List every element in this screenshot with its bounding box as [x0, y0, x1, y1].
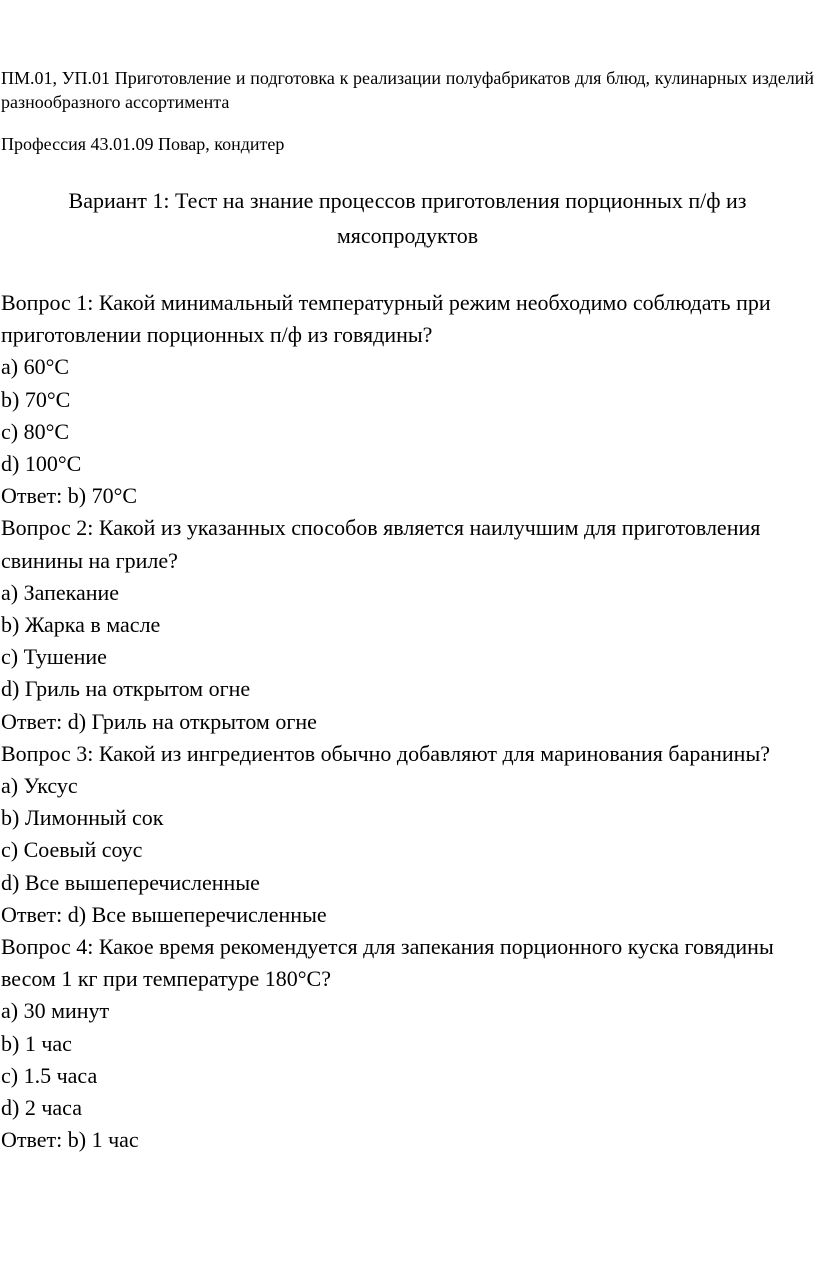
profession-line: Профессия 43.01.09 Повар, кондитер: [1, 134, 285, 154]
option-d: d) Гриль на открытом огне: [1, 676, 251, 702]
answer-text: Ответ: d) Гриль на открытом огне: [1, 708, 317, 734]
answer-text: Ответ: d) Все вышеперечисленные: [1, 901, 327, 927]
answer-text: Ответ: b) 1 час: [1, 1127, 139, 1153]
option-c: c) Тушение: [1, 644, 107, 670]
question-text: Вопрос 2: Какой из указанных способов является наилучшим для приготовления свинины на гриле?: [1, 515, 761, 573]
option-a: a) Уксус: [1, 773, 78, 799]
question-block-4: [1, 931, 814, 1156]
question-list: [1, 287, 814, 1156]
question-block-1: [1, 287, 814, 512]
option-d: d) 100°C: [1, 451, 82, 477]
option-c: c) Соевый соус: [1, 837, 143, 863]
question-block-2: [1, 512, 814, 737]
variant-title: Вариант 1: Тест на знание процессов приготовления порционных п/ф из мясопродуктов: [68, 188, 747, 248]
option-b: b) 1 час: [1, 1030, 72, 1056]
option-b: b) Жарка в масле: [1, 612, 161, 638]
option-d: d) Все вышеперечисленные: [1, 869, 260, 895]
option-b: b) 70°C: [1, 386, 71, 412]
option-d: d) 2 часа: [1, 1095, 82, 1121]
question-block-3: [1, 738, 814, 931]
question-text: Вопрос 1: Какой минимальный температурный режим необходимо соблюдать при приготовлении порционных п/ф из говядины?: [1, 290, 771, 348]
question-text: Вопрос 4: Какое время рекомендуется для запекания порционного куска говядины весом 1 кг при температуре 180°C?: [1, 934, 774, 992]
question-text: Вопрос 3: Какой из ингредиентов обычно добавляют для маринования баранины?: [1, 740, 771, 766]
option-c: c) 80°C: [1, 418, 70, 444]
answer-text: Ответ: b) 70°C: [1, 483, 138, 509]
option-a: a) 30 минут: [1, 998, 110, 1024]
option-a: a) Запекание: [1, 579, 120, 605]
option-c: c) 1.5 часа: [1, 1062, 98, 1088]
module-header: ПМ.01, УП.01 Приготовление и подготовка к реализации полуфабрикатов для блюд, кулинарных изделий разнообразного ассортимента: [1, 68, 814, 112]
option-b: b) Лимонный сок: [1, 805, 164, 831]
option-a: a) 60°C: [1, 354, 70, 380]
